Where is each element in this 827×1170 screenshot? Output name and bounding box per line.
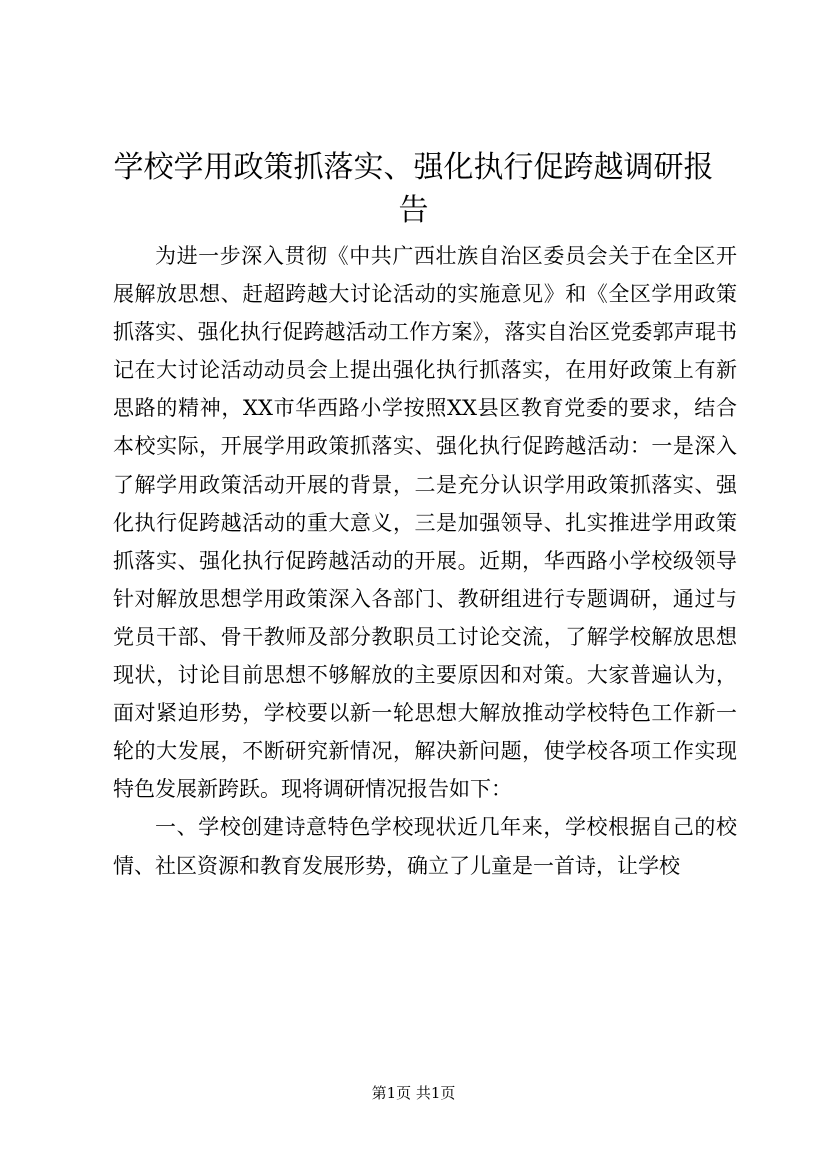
page-number-footer: 第1页 共1页 — [371, 1084, 456, 1102]
paragraph-section-one: 一、学校创建诗意特色学校现状近几年来，学校根据自己的校情、社区资源和教育发展形势，确立了儿童是一首诗，让学校 — [113, 815, 737, 878]
document-title: 学校学用政策抓落实、强化执行促跨越调研报告 — [113, 150, 714, 228]
document-body — [113, 237, 737, 885]
paragraph-intro: 为进一步深入贯彻《中共广西壮族自治区委员会关于在全区开展解放思想、赶超跨越大讨论活动的实施意见》和《全区学用政策抓落实、强化执行促跨越活动工作方案》，落实自治区党委郭声琨书记在大讨论活动动员会上提出强化执行抓落实，在用好政策上有新思路的精神，XX市华西路小学按照XX县区教育党委的要求，结合本校实际，开展学用政策抓落实、强化执行促跨越活动：一是深入了解学用政策活动开展的背景，二是充分认识学用政策抓落实、强化执行促跨越活动的重大意义，三是加强领导、扎实推进学用政策抓落实、强化执行促跨越活动的开展。近期，华西路小学校级领导针对解放思想学用政策深入各部门、教研组进行专题调研，通过与党员干部、骨干教师及部分教职员工讨论交流，了解学校解放思想现状，讨论目前思想不够解放的主要原因和对策。大家普遍认为，面对紧迫形势，学校要以新一轮思想大解放推动学校特色工作新一轮的大发展，不断研究新情况，解决新问题，使学校各项工作实现特色发展新跨跃。现将调研情况报告如下： — [113, 244, 737, 802]
